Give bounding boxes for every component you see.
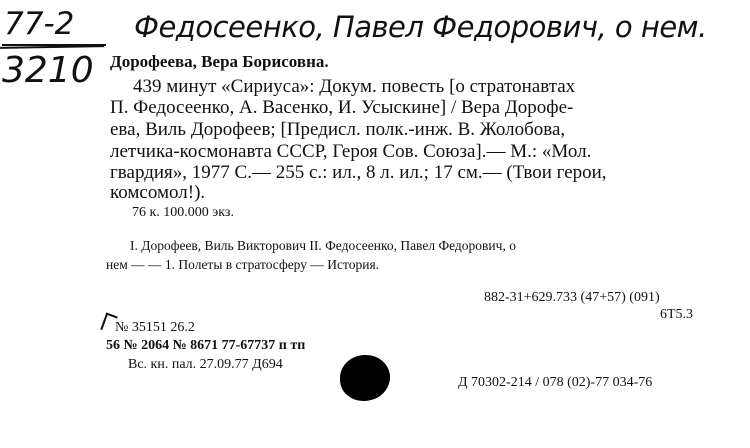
body-line-4: летчика-космонавта СССР, Героя Сов. Союза].— М.: «Мол. bbox=[110, 141, 592, 162]
subject-line-2: нем — — 1. Полеты в стратосферу — История. bbox=[106, 257, 380, 272]
body-line-1: 439 минут «Сириуса»: Докум. повесть [о стратонавтах bbox=[133, 76, 576, 97]
ink-blot bbox=[340, 355, 390, 401]
body-line-5: гвардия», 1977 С.— 255 с.: ил., 8 л. ил.; 17 см.— (Твои герои, bbox=[110, 162, 607, 183]
handwritten-underline-2 bbox=[0, 45, 104, 49]
author-heading: Дорофеева, Вера Борисовна. bbox=[110, 52, 329, 71]
handwritten-name-note: Федосеенко, Павел Федорович, о нем. bbox=[134, 10, 707, 44]
body-line-3: ева, Виль Дорофеев; [Предисл. полк.-инж. В. Жолобова, bbox=[110, 119, 566, 140]
mark-line-1: № 35151 26.2 bbox=[115, 320, 195, 335]
shelf-code: 6Т5.3 bbox=[660, 307, 694, 322]
mark-line-3: Вс. кн. пал. 27.09.77 Д694 bbox=[128, 357, 283, 372]
mark-line-2: 56 № 2064 № 8671 77-67737 п тп bbox=[106, 338, 306, 353]
edition-info: 76 к. 100.000 экз. bbox=[132, 205, 234, 220]
body-line-6: комсомол!). bbox=[110, 182, 206, 203]
classification-code: 882-31+629.733 (47+57) (091) bbox=[484, 290, 660, 305]
body-line-2: П. Федосеенко, А. Васенко, И. Усыскине] / Вера Дорофе- bbox=[110, 97, 574, 118]
print-code: Д 70302-214 / 078 (02)-77 034-76 bbox=[458, 375, 653, 390]
handwritten-number: 3210 bbox=[2, 50, 94, 91]
handwritten-code: 77-2 bbox=[4, 6, 75, 42]
subject-line-1: I. Дорофеев, Виль Викторович II. Федосеенко, Павел Федорович, о bbox=[130, 238, 516, 253]
